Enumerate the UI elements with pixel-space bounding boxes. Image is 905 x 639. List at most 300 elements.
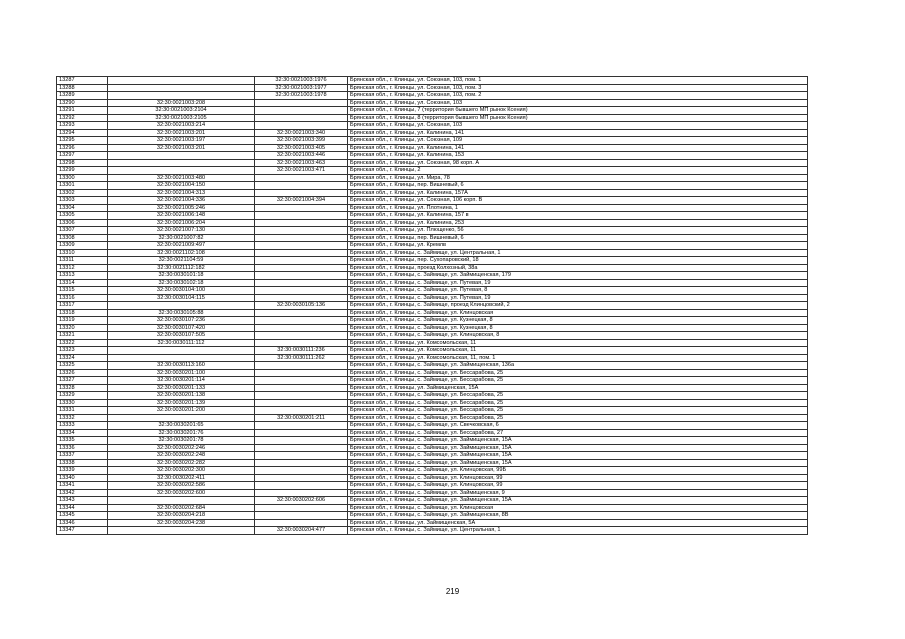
table-row	[57, 272, 808, 280]
table-row	[57, 527, 808, 535]
address-cell: Брянская обл., г. Клинцы, с. Займище, ул. Бессарабова, 27	[348, 429, 808, 437]
address-cell: Брянская обл., г. Клинцы, с. Займище, ул. Клинцовская, 8	[348, 332, 808, 340]
object-cadastral-number-cell	[255, 279, 348, 287]
land-plot-cadastral-number-cell: 32:30:0030113:160	[108, 362, 255, 370]
address-cell: Брянская обл., г. Клинцы, ул. Союзная, 103	[348, 99, 808, 107]
object-cadastral-number-cell	[255, 272, 348, 280]
row-number-cell: 13316	[57, 294, 108, 302]
table-row	[57, 414, 808, 422]
address-cell: Брянская обл., г. Клинцы, ул. Союзная, 98 корп. А	[348, 159, 808, 167]
object-cadastral-number-cell: 32:30:0021003:446	[255, 152, 348, 160]
land-plot-cadastral-number-cell: 32:30:0021004:313	[108, 189, 255, 197]
land-plot-cadastral-number-cell: 32:30:0021005:246	[108, 204, 255, 212]
object-cadastral-number-cell	[255, 422, 348, 430]
land-plot-cadastral-number-cell: 32:30:0030101:18	[108, 272, 255, 280]
land-plot-cadastral-number-cell	[108, 92, 255, 100]
table-row	[57, 392, 808, 400]
row-number-cell: 13336	[57, 444, 108, 452]
table-row	[57, 77, 808, 85]
table-row	[57, 324, 808, 332]
table-row	[57, 107, 808, 115]
row-number-cell: 13331	[57, 407, 108, 415]
row-number-cell: 13345	[57, 512, 108, 520]
object-cadastral-number-cell	[255, 212, 348, 220]
object-cadastral-number-cell	[255, 114, 348, 122]
table-row	[57, 302, 808, 310]
object-cadastral-number-cell	[255, 317, 348, 325]
address-cell: Брянская обл., г. Клинцы, 8 (территория бывшего МП рынок Ксения)	[348, 114, 808, 122]
land-plot-cadastral-number-cell: 32:30:0021003:2104	[108, 107, 255, 115]
table-row	[57, 332, 808, 340]
land-plot-cadastral-number-cell: 32:30:0030201:200	[108, 407, 255, 415]
registry-table-body	[57, 77, 808, 535]
row-number-cell: 13327	[57, 377, 108, 385]
row-number-cell: 13304	[57, 204, 108, 212]
object-cadastral-number-cell	[255, 332, 348, 340]
object-cadastral-number-cell	[255, 519, 348, 527]
land-plot-cadastral-number-cell: 32:30:0030202:246	[108, 444, 255, 452]
address-cell: Брянская обл., г. Клинцы, с. Займище, ул. Займищенская, 15А	[348, 459, 808, 467]
row-number-cell: 13292	[57, 114, 108, 122]
land-plot-cadastral-number-cell	[108, 527, 255, 535]
land-plot-cadastral-number-cell: 32:30:0021006:204	[108, 219, 255, 227]
object-cadastral-number-cell	[255, 339, 348, 347]
address-cell: Брянская обл., г. Клинцы, ул. Комсомольская, 11	[348, 339, 808, 347]
row-number-cell: 13330	[57, 399, 108, 407]
object-cadastral-number-cell	[255, 452, 348, 460]
row-number-cell: 13329	[57, 392, 108, 400]
object-cadastral-number-cell	[255, 294, 348, 302]
land-plot-cadastral-number-cell: 32:30:0021003:480	[108, 174, 255, 182]
row-number-cell: 13306	[57, 219, 108, 227]
object-cadastral-number-cell: 32:30:0021003:1978	[255, 92, 348, 100]
object-cadastral-number-cell	[255, 257, 348, 265]
address-cell: Брянская обл., г. Клинцы, ул. Союзная, 106 корп. В	[348, 197, 808, 205]
row-number-cell: 13313	[57, 272, 108, 280]
land-plot-cadastral-number-cell	[108, 354, 255, 362]
table-row	[57, 242, 808, 250]
address-cell: Брянская обл., г. Клинцы, ул. Калинина, 153	[348, 152, 808, 160]
table-row	[57, 249, 808, 257]
row-number-cell: 13322	[57, 339, 108, 347]
address-cell: Брянская обл., г. Клинцы, ул. Калинина, 253	[348, 219, 808, 227]
row-number-cell: 13288	[57, 84, 108, 92]
address-cell: Брянская обл., г. Клинцы, ул. Калинина, 157А	[348, 189, 808, 197]
object-cadastral-number-cell	[255, 512, 348, 520]
table-row	[57, 99, 808, 107]
land-plot-cadastral-number-cell: 32:30:0030201:76	[108, 429, 255, 437]
object-cadastral-number-cell	[255, 204, 348, 212]
land-plot-cadastral-number-cell	[108, 84, 255, 92]
land-plot-cadastral-number-cell: 32:30:0021112:182	[108, 264, 255, 272]
row-number-cell: 13342	[57, 489, 108, 497]
object-cadastral-number-cell	[255, 227, 348, 235]
land-plot-cadastral-number-cell	[108, 347, 255, 355]
land-plot-cadastral-number-cell	[108, 77, 255, 85]
land-plot-cadastral-number-cell: 32:30:0021003:208	[108, 99, 255, 107]
address-cell: Брянская обл., г. Клинцы, ул. Союзная, 109	[348, 137, 808, 145]
table-row	[57, 294, 808, 302]
object-cadastral-number-cell: 32:30:0030105:136	[255, 302, 348, 310]
row-number-cell: 13347	[57, 527, 108, 535]
object-cadastral-number-cell: 32:30:0030204:477	[255, 527, 348, 535]
table-row	[57, 257, 808, 265]
address-cell: Брянская обл., г. Клинцы, с. Займище, ул. Путевая, 8	[348, 287, 808, 295]
row-number-cell: 13290	[57, 99, 108, 107]
address-cell: Брянская обл., г. Клинцы, 7 (территория бывшего МП рынок Ксения)	[348, 107, 808, 115]
object-cadastral-number-cell	[255, 467, 348, 475]
table-row	[57, 84, 808, 92]
row-number-cell: 13291	[57, 107, 108, 115]
address-cell: Брянская обл., г. Клинцы, с. Займище, ул. Бессарабова, 25	[348, 399, 808, 407]
object-cadastral-number-cell: 32:30:0021003:399	[255, 137, 348, 145]
land-plot-cadastral-number-cell	[108, 302, 255, 310]
address-cell: Брянская обл., г. Клинцы, пер. Сухопаровский, 18	[348, 257, 808, 265]
land-plot-cadastral-number-cell: 32:30:0021004:336	[108, 197, 255, 205]
address-cell: Брянская обл., г. Клинцы, пер. Вишневый, 6	[348, 182, 808, 190]
object-cadastral-number-cell: 32:30:0021003:340	[255, 129, 348, 137]
address-cell: Брянская обл., г. Клинцы, ул. Плотнина, 1	[348, 204, 808, 212]
row-number-cell: 13343	[57, 497, 108, 505]
object-cadastral-number-cell	[255, 392, 348, 400]
row-number-cell: 13308	[57, 234, 108, 242]
table-row	[57, 459, 808, 467]
address-cell: Брянская обл., г. Клинцы, ул. Комсомольская, 11	[348, 347, 808, 355]
object-cadastral-number-cell: 32:30:0021003:463	[255, 159, 348, 167]
table-row	[57, 227, 808, 235]
row-number-cell: 13346	[57, 519, 108, 527]
address-cell: Брянская обл., г. Клинцы, с. Займище, ул. Займищенская, 179	[348, 272, 808, 280]
row-number-cell: 13315	[57, 287, 108, 295]
row-number-cell: 13297	[57, 152, 108, 160]
row-number-cell: 13326	[57, 369, 108, 377]
address-cell: Брянская обл., г. Клинцы, ул. Плющенко, 56	[348, 227, 808, 235]
table-row	[57, 137, 808, 145]
land-plot-cadastral-number-cell: 32:30:0030201:100	[108, 369, 255, 377]
address-cell: Брянская обл., г. Клинцы, с. Займище, ул. Клинцовская	[348, 504, 808, 512]
object-cadastral-number-cell: 32:30:0021003:1976	[255, 77, 348, 85]
address-cell: Брянская обл., г. Клинцы, с. Займище, ул. Займищенская, 136а	[348, 362, 808, 370]
row-number-cell: 13309	[57, 242, 108, 250]
object-cadastral-number-cell	[255, 407, 348, 415]
object-cadastral-number-cell	[255, 482, 348, 490]
table-row	[57, 377, 808, 385]
table-row	[57, 182, 808, 190]
address-cell: Брянская обл., г. Клинцы, ул. Союзная, 103, пом. 1	[348, 77, 808, 85]
object-cadastral-number-cell	[255, 242, 348, 250]
address-cell: Брянская обл., г. Клинцы, с. Займище, ул. Клинцовская, 99	[348, 482, 808, 490]
land-plot-cadastral-number-cell: 32:30:0021007:130	[108, 227, 255, 235]
object-cadastral-number-cell: 32:30:0030202:606	[255, 497, 348, 505]
address-cell: Брянская обл., г. Клинцы, ул. Займищенская, 15А	[348, 384, 808, 392]
table-row	[57, 197, 808, 205]
table-row	[57, 467, 808, 475]
row-number-cell: 13341	[57, 482, 108, 490]
land-plot-cadastral-number-cell	[108, 414, 255, 422]
address-cell: Брянская обл., г. Клинцы, с. Займище, ул. Бессарабова, 25	[348, 369, 808, 377]
land-plot-cadastral-number-cell: 32:30:0030107:505	[108, 332, 255, 340]
object-cadastral-number-cell	[255, 264, 348, 272]
table-row	[57, 212, 808, 220]
object-cadastral-number-cell: 32:30:0030111:236	[255, 347, 348, 355]
object-cadastral-number-cell	[255, 504, 348, 512]
address-cell: Брянская обл., г. Клинцы, ул. Займищенская, 5А	[348, 519, 808, 527]
table-row	[57, 384, 808, 392]
table-row	[57, 92, 808, 100]
address-cell: Брянская обл., г. Клинцы, с. Займище, ул. Займищенская, 15А	[348, 437, 808, 445]
address-cell: Брянская обл., г. Клинцы, проезд Колхозный, 38а	[348, 264, 808, 272]
row-number-cell: 13287	[57, 77, 108, 85]
object-cadastral-number-cell	[255, 122, 348, 130]
object-cadastral-number-cell	[255, 429, 348, 437]
row-number-cell: 13305	[57, 212, 108, 220]
address-cell: Брянская обл., г. Клинцы, с. Займище, ул. Центральная, 1	[348, 527, 808, 535]
address-cell: Брянская обл., г. Клинцы, с. Займище, ул. Бессарабова, 25	[348, 392, 808, 400]
table-row	[57, 189, 808, 197]
row-number-cell: 13335	[57, 437, 108, 445]
object-cadastral-number-cell	[255, 474, 348, 482]
address-cell: Брянская обл., г. Клинцы, ул. Кремлв	[348, 242, 808, 250]
land-plot-cadastral-number-cell: 32:30:0030201:114	[108, 377, 255, 385]
table-row	[57, 339, 808, 347]
row-number-cell: 13300	[57, 174, 108, 182]
land-plot-cadastral-number-cell: 32:30:0030107:420	[108, 324, 255, 332]
row-number-cell: 13311	[57, 257, 108, 265]
address-cell: Брянская обл., г. Клинцы, ул. Калинина, 141	[348, 144, 808, 152]
table-row	[57, 512, 808, 520]
table-row	[57, 497, 808, 505]
address-cell: Брянская обл., г. Клинцы, с. Займище, проезд Клинцовский, 2	[348, 302, 808, 310]
table-row	[57, 234, 808, 242]
table-row	[57, 279, 808, 287]
object-cadastral-number-cell	[255, 489, 348, 497]
object-cadastral-number-cell	[255, 219, 348, 227]
address-cell: Брянская обл., г. Клинцы, с. Займище, ул. Займищенская, 8В	[348, 512, 808, 520]
row-number-cell: 13338	[57, 459, 108, 467]
table-row	[57, 309, 808, 317]
object-cadastral-number-cell	[255, 384, 348, 392]
address-cell: Брянская обл., г. Клинцы, с. Займище, ул. Путевая, 19	[348, 279, 808, 287]
row-number-cell: 13293	[57, 122, 108, 130]
object-cadastral-number-cell	[255, 362, 348, 370]
address-cell: Брянская обл., г. Клинцы, с. Займище, ул. Клинцовская, 99Б	[348, 467, 808, 475]
table-row	[57, 129, 808, 137]
land-plot-cadastral-number-cell: 32:30:0030201:78	[108, 437, 255, 445]
table-row	[57, 219, 808, 227]
address-cell: Брянская обл., г. Клинцы, с. Займище, ул. Займищенская, 15А	[348, 497, 808, 505]
row-number-cell: 13289	[57, 92, 108, 100]
land-plot-cadastral-number-cell: 32:30:0030102:18	[108, 279, 255, 287]
address-cell: Брянская обл., г. Клинцы, пер. Вишневый, 6	[348, 234, 808, 242]
land-plot-cadastral-number-cell: 32:30:0030202:300	[108, 467, 255, 475]
address-cell: Брянская обл., г. Клинцы, с. Займище, ул. Свечковская, 6	[348, 422, 808, 430]
land-plot-cadastral-number-cell	[108, 159, 255, 167]
table-row	[57, 347, 808, 355]
land-plot-cadastral-number-cell: 32:30:0021006:148	[108, 212, 255, 220]
row-number-cell: 13302	[57, 189, 108, 197]
row-number-cell: 13323	[57, 347, 108, 355]
row-number-cell: 13299	[57, 167, 108, 175]
land-plot-cadastral-number-cell: 32:30:0030201:133	[108, 384, 255, 392]
address-cell: Брянская обл., г. Клинцы, с. Займище, ул. Займищенская, 15А	[348, 452, 808, 460]
row-number-cell: 13295	[57, 137, 108, 145]
row-number-cell: 13324	[57, 354, 108, 362]
land-plot-cadastral-number-cell: 32:30:0021003:214	[108, 122, 255, 130]
land-plot-cadastral-number-cell: 32:30:0030104:100	[108, 287, 255, 295]
row-number-cell: 13332	[57, 414, 108, 422]
object-cadastral-number-cell	[255, 107, 348, 115]
row-number-cell: 13314	[57, 279, 108, 287]
land-plot-cadastral-number-cell: 32:30:0030204:238	[108, 519, 255, 527]
table-row	[57, 429, 808, 437]
address-cell: Брянская обл., г. Клинцы, с. Займище, ул. Бессарабова, 25	[348, 414, 808, 422]
table-row	[57, 204, 808, 212]
table-row	[57, 482, 808, 490]
row-number-cell: 13294	[57, 129, 108, 137]
table-row	[57, 159, 808, 167]
address-cell: Брянская обл., г. Клинцы, с. Займище, ул. Бессарабова, 25	[348, 377, 808, 385]
address-cell: Брянская обл., г. Клинцы, с. Займище, ул. Займищенская, 15А	[348, 444, 808, 452]
address-cell: Брянская обл., г. Клинцы, ул. Калинина, 157 в	[348, 212, 808, 220]
address-cell: Брянская обл., г. Клинцы, с. Займище, ул. Бессарабова, 25	[348, 407, 808, 415]
land-plot-cadastral-number-cell: 32:30:0030201:139	[108, 399, 255, 407]
object-cadastral-number-cell	[255, 444, 348, 452]
table-row	[57, 287, 808, 295]
address-cell: Брянская обл., г. Клинцы, с. Займище, ул. Клинцовская	[348, 309, 808, 317]
land-plot-cadastral-number-cell: 32:30:0030104:115	[108, 294, 255, 302]
land-plot-cadastral-number-cell: 32:30:0021009:497	[108, 242, 255, 250]
object-cadastral-number-cell: 32:30:0021003:405	[255, 144, 348, 152]
page-number: 219	[445, 587, 460, 596]
land-plot-cadastral-number-cell: 32:30:0030202:248	[108, 452, 255, 460]
address-cell: Брянская обл., г. Клинцы, ул. Союзная, 103	[348, 122, 808, 130]
table-row	[57, 152, 808, 160]
land-plot-cadastral-number-cell: 32:30:0030202:411	[108, 474, 255, 482]
row-number-cell: 13333	[57, 422, 108, 430]
land-plot-cadastral-number-cell: 32:30:0021007:82	[108, 234, 255, 242]
address-cell: Брянская обл., г. Клинцы, с. Займище, ул. Путевая, 19	[348, 294, 808, 302]
address-cell: Брянская обл., г. Клинцы, 2	[348, 167, 808, 175]
object-cadastral-number-cell	[255, 399, 348, 407]
row-number-cell: 13339	[57, 467, 108, 475]
table-row	[57, 407, 808, 415]
table-row	[57, 474, 808, 482]
table-row	[57, 264, 808, 272]
row-number-cell: 13321	[57, 332, 108, 340]
object-cadastral-number-cell	[255, 369, 348, 377]
table-row	[57, 437, 808, 445]
address-cell: Брянская обл., г. Клинцы, с. Займище, ул. Клинцовская, 99	[348, 474, 808, 482]
row-number-cell: 13319	[57, 317, 108, 325]
land-plot-cadastral-number-cell: 32:30:0030202:600	[108, 489, 255, 497]
row-number-cell: 13320	[57, 324, 108, 332]
land-plot-cadastral-number-cell: 32:30:0030105:88	[108, 309, 255, 317]
row-number-cell: 13337	[57, 452, 108, 460]
object-cadastral-number-cell	[255, 459, 348, 467]
object-cadastral-number-cell: 32:30:0021004:394	[255, 197, 348, 205]
land-plot-cadastral-number-cell: 32:30:0030202:684	[108, 504, 255, 512]
row-number-cell: 13317	[57, 302, 108, 310]
address-cell: Брянская обл., г. Клинцы, с. Займище, ул. Центральная, 1	[348, 249, 808, 257]
land-plot-cadastral-number-cell: 32:30:0030107:236	[108, 317, 255, 325]
row-number-cell: 13312	[57, 264, 108, 272]
row-number-cell: 13325	[57, 362, 108, 370]
row-number-cell: 13318	[57, 309, 108, 317]
table-row	[57, 122, 808, 130]
land-plot-cadastral-number-cell: 32:30:0030201:138	[108, 392, 255, 400]
table-row	[57, 399, 808, 407]
table-row	[57, 489, 808, 497]
object-cadastral-number-cell	[255, 309, 348, 317]
land-plot-cadastral-number-cell	[108, 152, 255, 160]
object-cadastral-number-cell: 32:30:0030111:262	[255, 354, 348, 362]
row-number-cell: 13334	[57, 429, 108, 437]
object-cadastral-number-cell	[255, 437, 348, 445]
address-cell: Брянская обл., г. Клинцы, с. Займище, ул. Займищенская, 9	[348, 489, 808, 497]
address-cell: Брянская обл., г. Клинцы, с. Займище, ул. Кузнецкая, 8	[348, 324, 808, 332]
row-number-cell: 13303	[57, 197, 108, 205]
address-cell: Брянская обл., г. Клинцы, ул. Союзная, 103, пом. 2	[348, 92, 808, 100]
land-plot-cadastral-number-cell: 32:30:0030204:218	[108, 512, 255, 520]
table-row	[57, 504, 808, 512]
row-number-cell: 13340	[57, 474, 108, 482]
object-cadastral-number-cell	[255, 189, 348, 197]
object-cadastral-number-cell	[255, 249, 348, 257]
object-cadastral-number-cell	[255, 287, 348, 295]
table-row	[57, 174, 808, 182]
address-cell: Брянская обл., г. Клинцы, ул. Комсомольская, 11, пом. 1	[348, 354, 808, 362]
land-plot-cadastral-number-cell: 32:30:0021003:201	[108, 144, 255, 152]
object-cadastral-number-cell	[255, 324, 348, 332]
object-cadastral-number-cell	[255, 99, 348, 107]
address-cell: Брянская обл., г. Клинцы, ул. Союзная, 103, пом. 3	[348, 84, 808, 92]
table-row	[57, 519, 808, 527]
row-number-cell: 13307	[57, 227, 108, 235]
land-plot-cadastral-number-cell: 32:30:0030201:65	[108, 422, 255, 430]
land-plot-cadastral-number-cell: 32:30:0021003:201	[108, 129, 255, 137]
table-row	[57, 444, 808, 452]
object-cadastral-number-cell	[255, 234, 348, 242]
table-row	[57, 369, 808, 377]
land-plot-cadastral-number-cell	[108, 167, 255, 175]
table-row	[57, 317, 808, 325]
table-row	[57, 422, 808, 430]
land-plot-cadastral-number-cell: 32:30:0030202:586	[108, 482, 255, 490]
object-cadastral-number-cell: 32:30:0030201:211	[255, 414, 348, 422]
object-cadastral-number-cell	[255, 174, 348, 182]
row-number-cell: 13310	[57, 249, 108, 257]
table-row	[57, 452, 808, 460]
land-plot-cadastral-number-cell: 32:30:0021003:2105	[108, 114, 255, 122]
land-plot-cadastral-number-cell: 32:30:0021102:108	[108, 249, 255, 257]
row-number-cell: 13344	[57, 504, 108, 512]
row-number-cell: 13298	[57, 159, 108, 167]
registry-table	[56, 76, 808, 535]
table-row	[57, 362, 808, 370]
object-cadastral-number-cell: 32:30:0021003:1977	[255, 84, 348, 92]
land-plot-cadastral-number-cell	[108, 497, 255, 505]
table-row	[57, 144, 808, 152]
address-cell: Брянская обл., г. Клинцы, ул. Калинина, 141	[348, 129, 808, 137]
address-cell: Брянская обл., г. Клинцы, с. Займище, ул. Кузнецкая, 8	[348, 317, 808, 325]
table-row	[57, 354, 808, 362]
land-plot-cadastral-number-cell: 32:30:0021104:59	[108, 257, 255, 265]
object-cadastral-number-cell	[255, 377, 348, 385]
land-plot-cadastral-number-cell: 32:30:0021003:197	[108, 137, 255, 145]
land-plot-cadastral-number-cell: 32:30:0030202:282	[108, 459, 255, 467]
address-cell: Брянская обл., г. Клинцы, ул. Мира, 78	[348, 174, 808, 182]
object-cadastral-number-cell	[255, 182, 348, 190]
